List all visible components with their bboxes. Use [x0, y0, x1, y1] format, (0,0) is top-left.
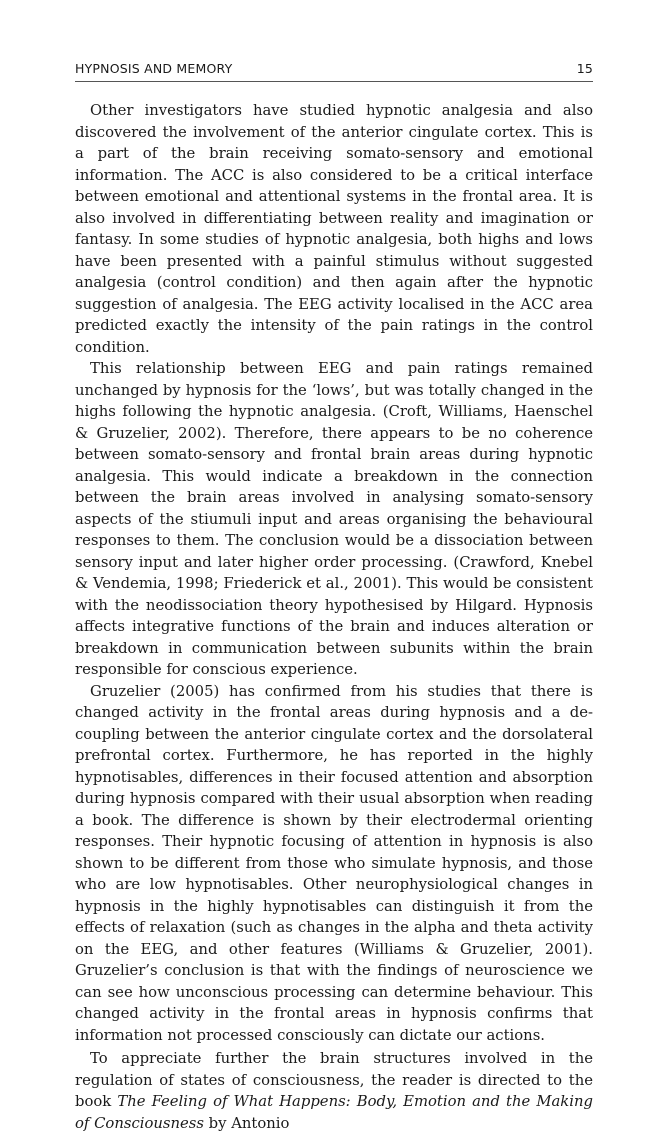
running-title: HYPNOSIS AND MEMORY [75, 61, 233, 76]
header-rule [75, 81, 593, 82]
page-number: 15 [576, 61, 593, 76]
paragraph-4 [75, 1048, 593, 1134]
paragraph-2: This relationship between EEG and pain ratings remained unchanged by hypnosis for the ‘lows’, but was totally changed in the highs following the hypnotic analgesia. (Croft, Williams, Haenschel & Gruzelier, 2002). Therefore, there appears to be no coherence between somato-sensory and frontal brain areas during hypnotic analgesia. This would indicate a breakdown in the connection between the brain areas involved in analysing somato-sensory aspects of the stiumuli input and areas organising the behavioural responses to them. The conclusion would be a dissociation between sensory input and later higher order processing. (Crawford, Knebel & Vendemia, 1998; Friederick et al., 2001). This would be consistent with the neodissociation theory hypothesised by Hilgard. Hypnosis affects integrative functions of the brain and induces alteration or breakdown in communication between subunits within the brain responsible for conscious experience. [75, 360, 593, 678]
paragraph-3: Gruzelier (2005) has confirmed from his studies that there is changed activity in the frontal areas during hypnosis and a de-coupling between the anterior cingulate cortex and the dorsolateral prefrontal cortex. Furthermore, he has reported in the highly hypnotisables, differences in their focused attention and absorption during hypnosis compared with their usual absorption when reading a book. The difference is shown by their electrodermal orienting responses. Their hypnotic focusing of attention in hypnosis is also shown to be different from those who simulate hypnosis, and those who are low hypnotisables. Other neurophysiological changes in hypnosis in the highly hypnotisables can distinguish it from the effects of relaxation (such as changes in the alpha and theta activity on the EEG, and other features (Williams & Gruzelier, 2001). Gruzelier’s conclusion is that with the findings of neuroscience we can see how unconscious processing can determine behaviour. This changed activity in the frontal areas in hypnosis confirms that information not processed consciously can dictate our actions. [75, 682, 593, 1044]
book-title: The Feeling of What Happens: Body, Emotion and the Making of Consciousness [75, 1093, 593, 1132]
body-text [75, 100, 593, 1134]
paragraph-4-lead: To appreciate further the brain structures involved in the regulation of states of consciousness, the reader is directed to the book [75, 1050, 593, 1110]
paragraph-4-tail: by Antonio [203, 1114, 290, 1132]
paragraph-1: Other investigators have studied hypnotic analgesia and also discovered the involvement of the anterior cingulate cortex. This is a part of the brain receiving somato-sensory and emotional information. The ACC is also considered to be a critical interface between emotional and attentional systems in the frontal area. It is also involved in differentiating between reality and imagination or fantasy. In some studies of hypnotic analgesia, both highs and lows have been presented with a painful stimulus without suggested analgesia (control condition) and then again after the hypnotic suggestion of analgesia. The EEG activity localised in the ACC area predicted exactly the intensity of the pain ratings in the control condition. [75, 102, 593, 356]
